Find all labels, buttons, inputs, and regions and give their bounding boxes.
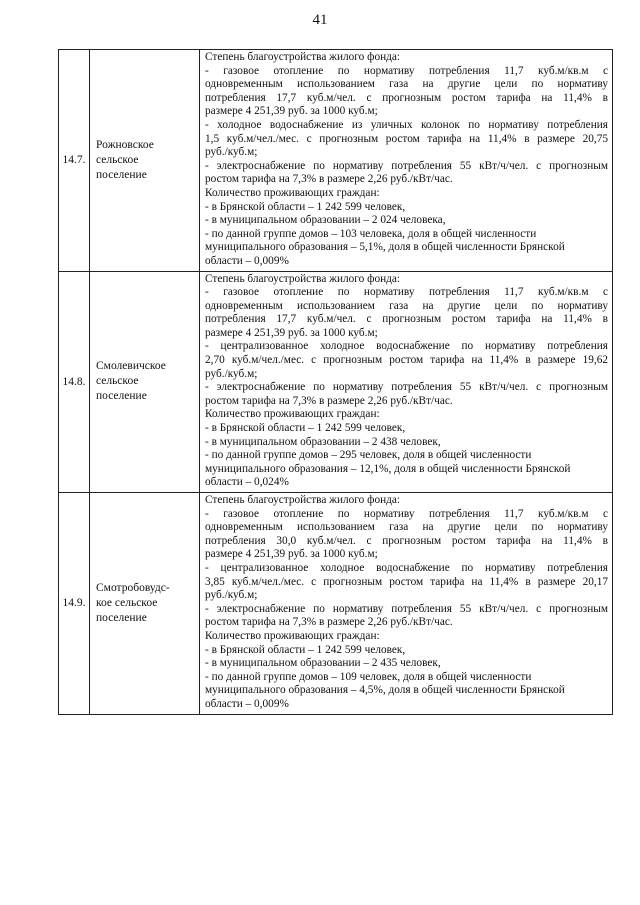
description-line: - в муниципальном образовании – 2 438 человек, [205,435,441,448]
description-line: области – 0,009% [205,697,289,710]
description-line: потребления 17,7 куб.м/чел. с прогнозным ростом тарифа на 11,4% в [205,91,608,104]
description-line: - электроснабжение по нормативу потребления 55 кВт/ч/чел. с прогнозным [205,159,608,172]
description-line: области – 0,024% [205,476,289,489]
settlement-description [200,493,613,715]
table-row [59,50,613,272]
table-row [59,493,613,715]
description-line: - централизованное холодное водоснабжение по нормативу потребления [205,561,608,574]
description-line: Количество проживающих граждан: [205,629,380,642]
description-line: Количество проживающих граждан: [205,186,380,199]
description-line: - в Брянской области – 1 242 599 человек, [205,422,406,435]
description-line: потребления 17,7 куб.м/чел. с прогнозным ростом тарифа на 11,4% в [205,313,608,326]
description-line: 1,5 куб.м/чел./мес. с прогнозным ростом тарифа на 11,4% в размере 20,75 [205,132,608,145]
description-line: - холодное водоснабжение из уличных колонок по нормативу потребления [205,118,608,131]
description-line: руб./куб.м; [205,146,258,159]
description-line: - электроснабжение по нормативу потребления 55 кВт/ч/чел. с прогнозным [205,602,608,615]
description-line: - газовое отопление по нормативу потребления 11,7 куб.м/кв.м с [205,64,608,77]
description-line: одновременным использованием газа на другие цели по нормативу [205,521,608,534]
description-line: руб./куб.м; [205,589,258,602]
description-line: размере 4 251,39 руб. за 1000 куб.м; [205,105,378,118]
description-line: Степень благоустройства жилого фонда: [205,272,401,285]
settlement-name [90,50,200,272]
row-number: 14.7. [59,50,90,272]
description-line: Количество проживающих граждан: [205,408,380,421]
settlement-name-line: Смолевичское [96,360,166,373]
description-line: размере 4 251,39 руб. за 1000 куб.м; [205,548,378,561]
description-line: ростом тарифа на 7,3% в размере 2,26 руб./кВт/час. [205,394,453,407]
description-line: 2,70 куб.м/чел./мес. с прогнозным ростом тарифа на 11,4% в размере 19,62 [205,354,608,367]
description-line: ростом тарифа на 7,3% в размере 2,26 руб./кВт/час. [205,616,453,629]
settlement-name-line: сельское [96,153,139,166]
description-line: Степень благоустройства жилого фонда: [205,51,401,63]
description-line: - централизованное холодное водоснабжение по нормативу потребления [205,340,608,353]
description-line: 3,85 куб.м/чел./мес. с прогнозным ростом тарифа на 11,4% в размере 20,17 [205,575,608,588]
settlement-name-line: поселение [96,611,147,624]
row-number: 14.9. [59,493,90,715]
settlement-name-line: Смотробовудс- [96,581,170,594]
settlements-table [58,49,613,715]
description-line: - по данной группе домов – 295 человек, доля в общей численности [205,449,532,462]
description-line: потребления 30,0 куб.м/чел. с прогнозным ростом тарифа на 11,4% в [205,534,608,547]
settlement-name [90,271,200,493]
description-line: - газовое отопление по нормативу потребления 11,7 куб.м/кв.м с [205,507,608,520]
settlement-name-line: поселение [96,390,147,403]
description-line: - по данной группе домов – 109 человек, доля в общей численности [205,670,532,683]
page-number: 41 [312,12,328,28]
settlement-description [200,271,613,493]
description-line: - в муниципальном образовании – 2 435 человек, [205,657,441,670]
settlement-name-line: Рожновское [96,138,154,151]
description-line: ростом тарифа на 7,3% в размере 2,26 руб./кВт/час. [205,173,453,186]
description-line: муниципального образования – 12,1%, доля в общей численности Брянской [205,462,571,475]
description-line: руб./куб.м; [205,367,258,380]
settlement-name [90,493,200,715]
description-line: муниципального образования – 4,5%, доля в общей численности Брянской [205,684,565,697]
description-line: Степень благоустройства жилого фонда: [205,494,401,506]
settlement-name-line: поселение [96,168,147,181]
description-line: - в Брянской области – 1 242 599 человек, [205,643,406,656]
description-line: одновременным использованием газа на другие цели по нормативу [205,78,608,91]
description-line: области – 0,009% [205,254,289,267]
settlement-description [200,50,613,272]
table-row [59,271,613,493]
description-line: - электроснабжение по нормативу потребления 55 кВт/ч/чел. с прогнозным [205,381,608,394]
description-line: - в муниципальном образовании – 2 024 человека, [205,214,446,227]
settlement-name-line: кое сельское [96,596,158,609]
description-line: муниципального образования – 5,1%, доля в общей численности Брянской [205,241,565,254]
description-line: - в Брянской области – 1 242 599 человек, [205,200,406,213]
description-line: - по данной группе домов – 103 человека, доля в общей численности [205,227,537,240]
description-line: - газовое отопление по нормативу потребления 11,7 куб.м/кв.м с [205,286,608,299]
row-number: 14.8. [59,271,90,493]
settlement-name-line: сельское [96,375,139,388]
description-line: размере 4 251,39 руб. за 1000 куб.м; [205,326,378,339]
description-line: одновременным использованием газа на другие цели по нормативу [205,299,608,312]
